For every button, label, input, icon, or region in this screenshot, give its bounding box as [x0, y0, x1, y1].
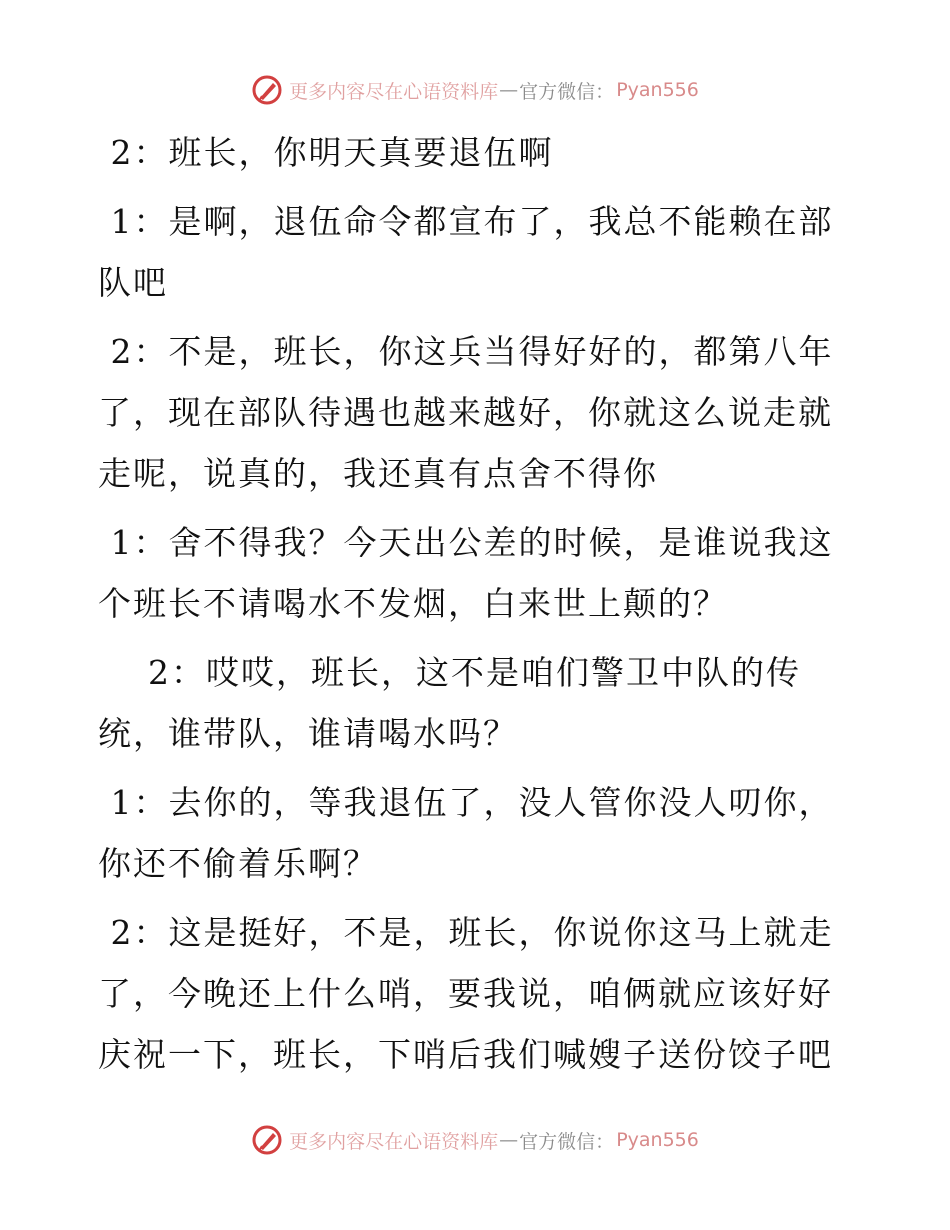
footer-banner-separator: — — [499, 1129, 519, 1151]
footer-wechat-label: 官方微信： — [519, 1130, 615, 1153]
quill-logo-icon — [251, 74, 283, 106]
header-banner — [0, 70, 950, 110]
footer-wechat-id: Pyan556 — [616, 1129, 699, 1151]
dialogue-line-1: 2：班长，你明天真要退伍啊 — [98, 133, 554, 172]
dialogue-line-2: 1：是啊，退伍命令都宣布了，我总不能赖在部队吧 — [98, 202, 834, 302]
dialogue-line-5: 2：哎哎，班长，这不是咱们警卫中队的传统，谁带队，谁请喝水吗？ — [98, 653, 801, 753]
header-banner-separator: — — [499, 79, 519, 101]
dialogue-line-4: 1：舍不得我？今天出公差的时候，是谁说我这个班长不请喝水不发烟，白来世上颠的？ — [98, 523, 834, 623]
dialogue-body — [98, 122, 858, 1085]
header-banner-text: 更多内容尽在心语资料库 — [289, 80, 499, 103]
footer-banner — [0, 1120, 950, 1160]
header-wechat-id: Pyan556 — [616, 79, 699, 101]
header-wechat-label: 官方微信： — [519, 80, 615, 103]
dialogue-line-3: 2：不是，班长，你这兵当得好好的，都第八年了，现在部队待遇也越来越好，你就这么说走就走呢，说真的，我还真有点舍不得你 — [98, 332, 834, 493]
dialogue-line-6: 1：去你的，等我退伍了，没人管你没人叨你，你还不偷着乐啊？ — [98, 783, 834, 883]
footer-banner-text: 更多内容尽在心语资料库 — [289, 1130, 499, 1153]
dialogue-line-7: 2：这是挺好，不是，班长，你说你这马上就走了，今晚还上什么哨，要我说，咱俩就应该好好庆祝一下，班长，下哨后我们喊嫂子送份饺子吧 — [98, 913, 834, 1074]
quill-logo-icon — [251, 1124, 283, 1156]
